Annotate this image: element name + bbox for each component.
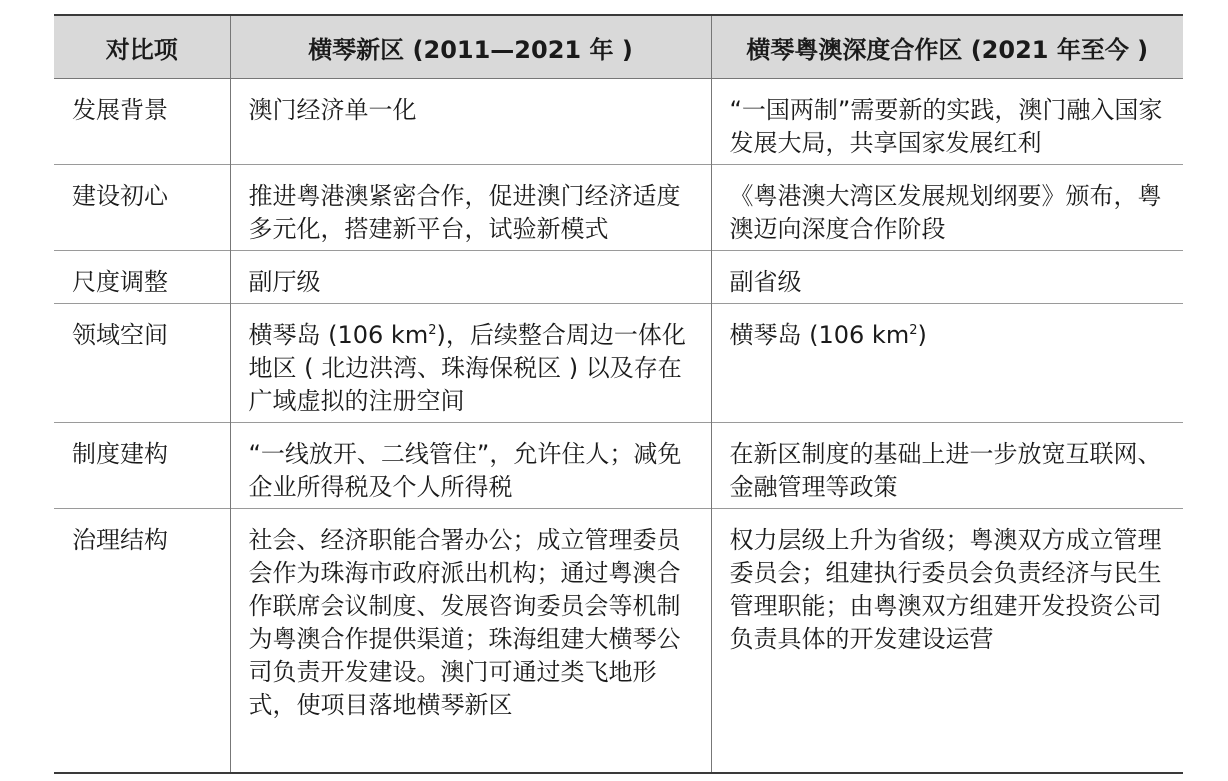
table-row-development-background (54, 79, 1183, 165)
table-row-original-intention (54, 165, 1183, 251)
coop-area-text: 横琴岛 (106 km (729, 321, 910, 349)
comparison-table-container (54, 14, 1183, 774)
header-hengqin-new-area: 横琴新区 (2011—2021 年 ) (230, 15, 711, 79)
cooperation-zone-cell: 副省级 (711, 251, 1183, 304)
hengqin-cell: 澳门经济单一化 (230, 79, 711, 165)
cooperation-zone-cell: 权力层级上升为省级；粤澳双方成立管理委员会；组建执行委员会负责经济与民生管理职能；由粤澳双方组建开发投资公司负责具体的开发建设运营 (711, 509, 1183, 774)
hengqin-area-text-cont: )，后续整合周边一体化地区 ( 北边洪湾、珠海保税区 ) 以及存在广域虚拟的注册空间 (248, 321, 686, 415)
hengqin-cell (230, 304, 711, 423)
hengqin-cell: 社会、经济职能合署办公；成立管理委员会作为珠海市政府派出机构；通过粤澳合作联席会议制度、发展咨询委员会等机制为粤澳合作提供渠道；珠海组建大横琴公司负责开发建设。澳门可通过类飞地形式，使项目落地横琴新区 (230, 509, 711, 774)
superscript-2: 2 (909, 323, 918, 338)
header-hengqin-cooperation-zone: 横琴粤澳深度合作区 (2021 年至今 ) (711, 15, 1183, 79)
row-label: 发展背景 (72, 96, 168, 124)
table-row-scale-adjustment (54, 251, 1183, 304)
table-header-row (54, 15, 1183, 79)
row-label: 治理结构 (54, 509, 230, 774)
hengqin-area-text: 横琴岛 (106 km (248, 321, 429, 349)
hengqin-cell: 推进粤港澳紧密合作，促进澳门经济适度多元化，搭建新平台，试验新模式 (230, 165, 711, 251)
hengqin-cell: 副厅级 (230, 251, 711, 304)
row-label: 尺度调整 (54, 251, 230, 304)
row-label: 制度建构 (54, 423, 230, 509)
cooperation-zone-cell: “一国两制”需要新的实践，澳门融入国家发展大局，共享国家发展红利 (711, 79, 1183, 165)
cooperation-zone-cell: 在新区制度的基础上进一步放宽互联网、金融管理等政策 (711, 423, 1183, 509)
row-label: 建设初心 (54, 165, 230, 251)
table-row-institutional-construction (54, 423, 1183, 509)
coop-area-text-cont: ) (917, 321, 927, 349)
header-comparison-item: 对比项 (54, 15, 230, 79)
cooperation-zone-cell: 《粤港澳大湾区发展规划纲要》颁布，粤澳迈向深度合作阶段 (711, 165, 1183, 251)
table-row-governance-structure (54, 509, 1183, 774)
superscript-2: 2 (428, 323, 437, 338)
table-row-spatial-domain (54, 304, 1183, 423)
comparison-table (54, 14, 1183, 774)
hengqin-cell: “一线放开、二线管住”，允许住人；减免企业所得税及个人所得税 (230, 423, 711, 509)
row-label: 领域空间 (54, 304, 230, 423)
cooperation-zone-cell (711, 304, 1183, 423)
